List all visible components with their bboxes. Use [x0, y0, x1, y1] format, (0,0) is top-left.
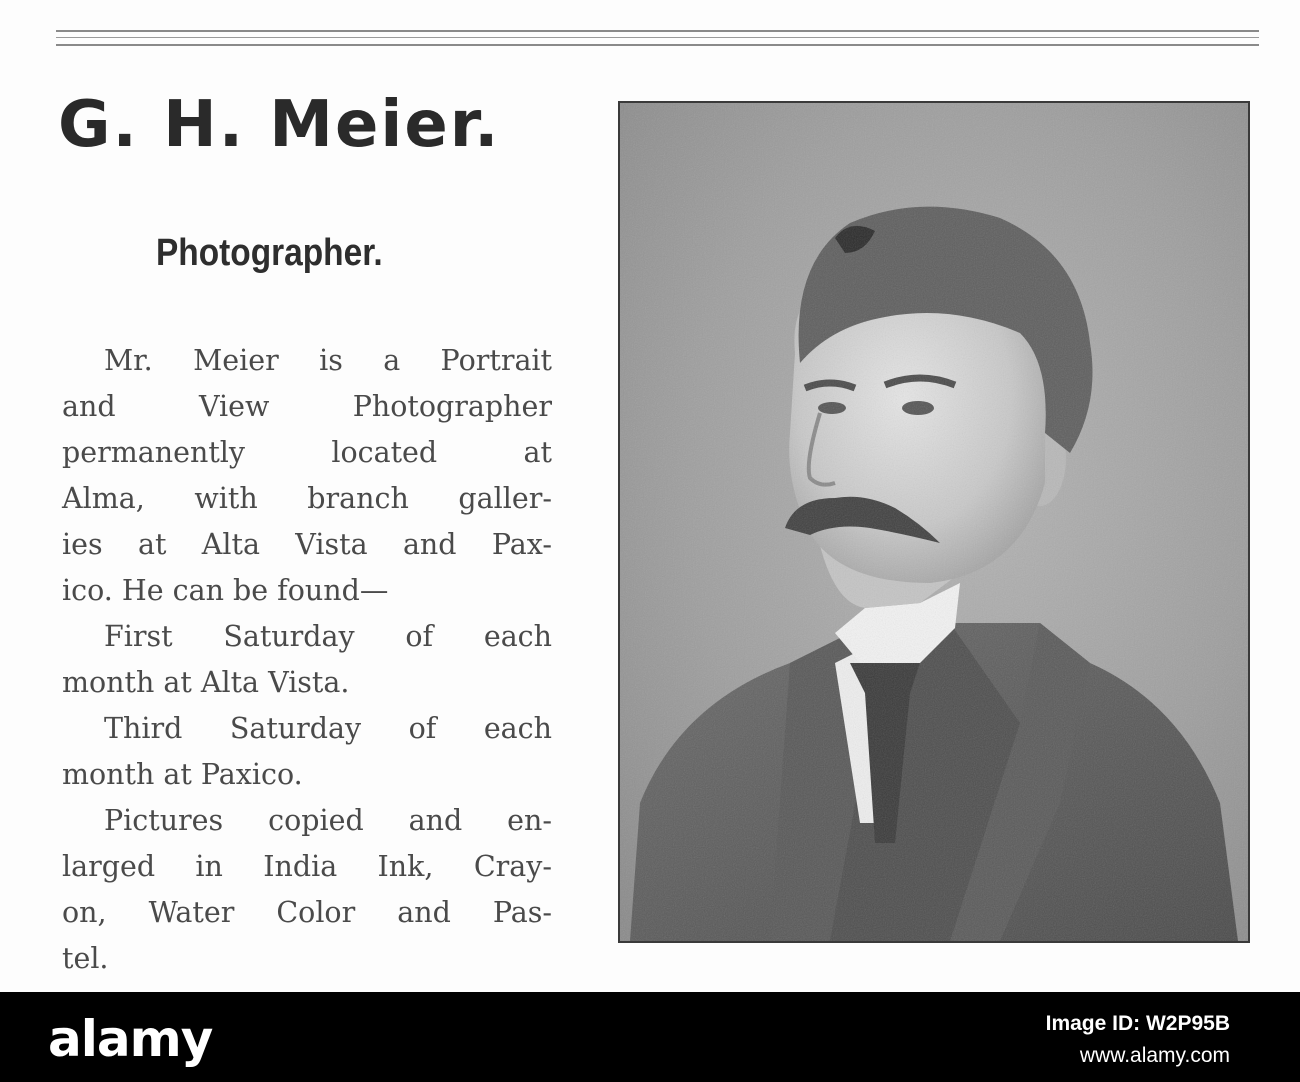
body-line: and View Photographer — [62, 390, 552, 423]
body-line: Pictures copied and en- — [104, 804, 552, 837]
image-id-label: Image ID: W2P95B — [1045, 1012, 1230, 1035]
body-line: permanently located at — [62, 436, 552, 469]
alamy-logo: alamy — [48, 1010, 213, 1068]
advert-name: G. H. Meier. — [58, 88, 501, 162]
body-line: Third Saturday of each — [104, 712, 552, 745]
photo-grain — [620, 103, 1248, 941]
body-line: tel. — [62, 942, 109, 975]
body-line: Mr. Meier is a Portrait — [104, 344, 552, 377]
body-line: First Saturday of each — [104, 620, 552, 653]
body-line: month at Alta Vista. — [62, 666, 350, 699]
advert-body — [62, 338, 552, 982]
body-line: ies at Alta Vista and Pax- — [62, 528, 552, 561]
body-line: on, Water Color and Pas- — [62, 896, 552, 929]
body-line: Alma, with branch galler- — [62, 482, 552, 515]
site-url: www.alamy.com — [1079, 1044, 1230, 1067]
rule-line — [56, 44, 1259, 46]
rule-line — [56, 37, 1259, 38]
portrait-photo — [618, 101, 1250, 943]
rule-line — [56, 30, 1259, 32]
body-line: ico. He can be found— — [62, 574, 389, 607]
body-line: larged in India Ink, Cray- — [62, 850, 552, 883]
advert-title: Photographer. — [156, 232, 383, 274]
body-line: month at Paxico. — [62, 758, 303, 791]
top-rules — [56, 30, 1259, 48]
portrait-illustration — [620, 103, 1248, 941]
